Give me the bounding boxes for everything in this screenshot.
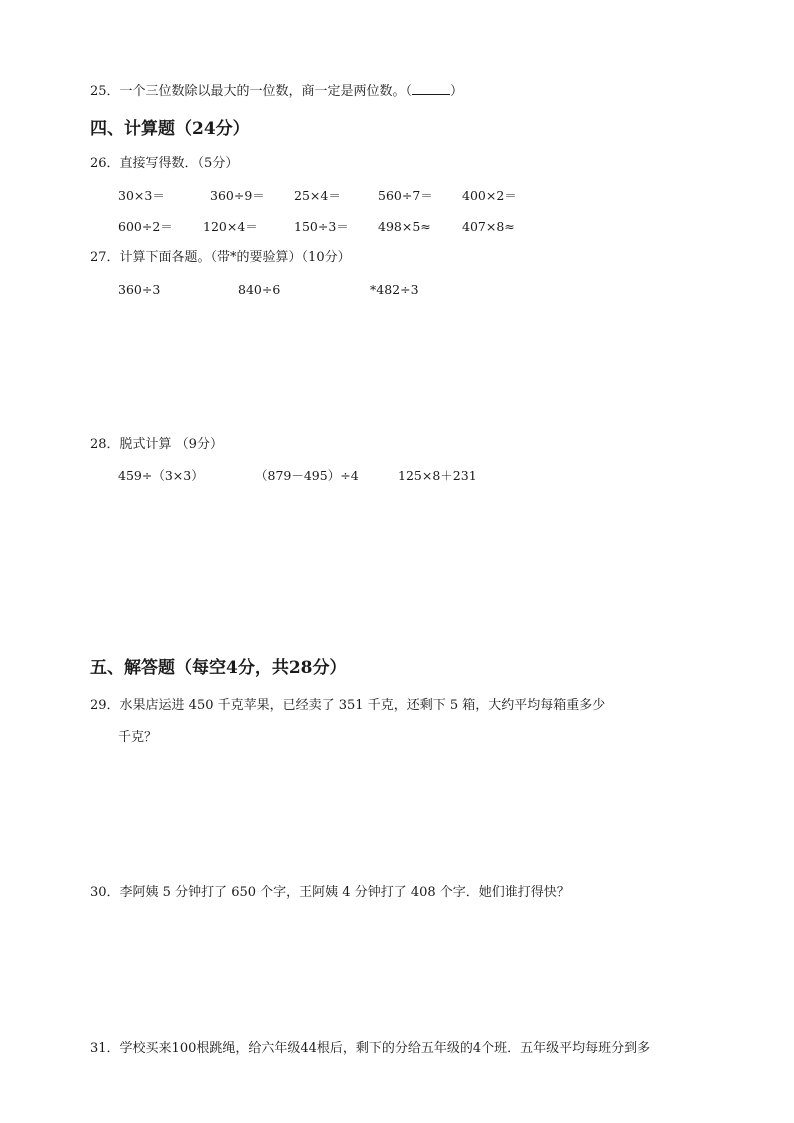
q27-item: 360÷3 bbox=[118, 282, 161, 297]
question-29-line-1: 29．水果店运进 450 千克苹果，已经卖了 351 千克，还剩下 5 箱，大约平均每箱重多少 bbox=[90, 698, 606, 713]
q26-item: 25×4＝ bbox=[294, 188, 341, 203]
question-25-close: ） bbox=[450, 84, 464, 99]
question-31: 31．学校买来100根跳绳，给六年级44根后，剩下的分给五年级的4个班．五年级平均每班分到多 bbox=[90, 1041, 651, 1056]
question-27: 27．计算下面各题。（带*的要验算）（10分） bbox=[90, 250, 351, 265]
q26-item: 120×4＝ bbox=[203, 219, 258, 234]
section-5-title: 五、解答题（每空4分，共28分） bbox=[90, 658, 347, 678]
q26-item: 30×3＝ bbox=[118, 188, 165, 203]
question-30: 30．李阿姨 5 分钟打了 650 个字，王阿姨 4 分钟打了 408 个字．她们谁打得快？ bbox=[90, 885, 570, 900]
q26-item: 560÷7＝ bbox=[378, 188, 433, 203]
q26-item: 360÷9＝ bbox=[210, 188, 265, 203]
q28-item: 459÷（3×3） bbox=[118, 468, 204, 483]
q26-item: 498×5≈ bbox=[378, 219, 431, 234]
q26-item: 150÷3＝ bbox=[294, 219, 349, 234]
question-28: 28．脱式计算 （9分） bbox=[90, 437, 223, 452]
question-26: 26．直接写得数．（5分） bbox=[90, 156, 239, 171]
q27-item: *482÷3 bbox=[370, 282, 419, 297]
question-25 bbox=[90, 82, 463, 101]
q28-item: 125×8＋231 bbox=[398, 468, 477, 483]
question-25-text: 25．一个三位数除以最大的一位数，商一定是两位数。（ bbox=[90, 84, 413, 99]
answer-blank bbox=[412, 82, 450, 95]
q26-item: 600÷2＝ bbox=[118, 219, 173, 234]
section-4-title: 四、计算题（24分） bbox=[90, 119, 250, 139]
q28-item: （879－495）÷4 bbox=[255, 468, 359, 483]
q26-item: 400×2＝ bbox=[462, 188, 517, 203]
q27-item: 840÷6 bbox=[238, 282, 281, 297]
question-29-line-2: 千克？ bbox=[118, 730, 158, 745]
q26-item: 407×8≈ bbox=[462, 219, 515, 234]
